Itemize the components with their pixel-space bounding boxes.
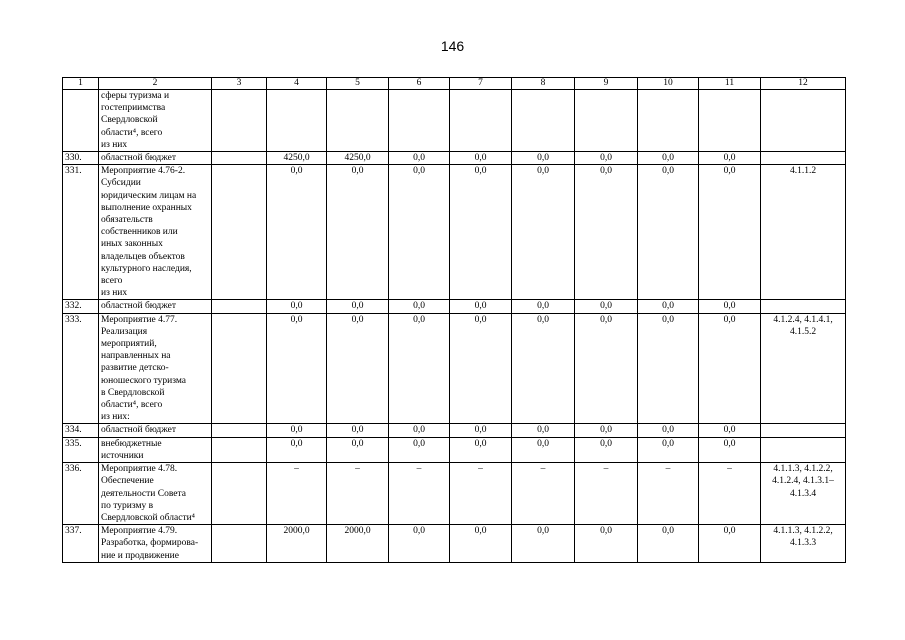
item-name-line: владельцев объектов bbox=[101, 251, 185, 262]
value-cell bbox=[389, 90, 450, 152]
item-name-cell bbox=[99, 300, 212, 313]
value-cell: 0,0 bbox=[638, 525, 699, 563]
row-number-cell: 330. bbox=[63, 152, 99, 165]
item-name-line: Свердловской bbox=[101, 115, 158, 126]
goal-reference-line: 4.1.3.4 bbox=[789, 488, 817, 499]
item-name-cell bbox=[99, 165, 212, 300]
value-cell: 0,0 bbox=[327, 300, 389, 313]
item-name-line: Обеспечение bbox=[101, 476, 154, 487]
item-name-line: Мероприятие 4.76-2. bbox=[101, 166, 186, 177]
item-name-line: культурного наследия, bbox=[101, 263, 192, 274]
header-cell: 8 bbox=[512, 78, 575, 90]
value-cell: 0,0 bbox=[327, 437, 389, 462]
item-name-line: из них: bbox=[101, 412, 130, 423]
page-number: 146 bbox=[440, 38, 465, 54]
goal-reference-cell bbox=[761, 525, 846, 563]
goal-reference-line: 4.1.1.3, 4.1.2.2, bbox=[773, 464, 833, 475]
value-cell: 0,0 bbox=[389, 525, 450, 563]
item-name-line: из них bbox=[101, 288, 128, 299]
value-cell: 0,0 bbox=[575, 424, 638, 437]
item-name-line: Субсидии bbox=[101, 178, 141, 189]
value-cell: 0,0 bbox=[267, 437, 327, 462]
value-cell: 0,0 bbox=[575, 165, 638, 300]
item-name-line: Свердловской области⁴ bbox=[101, 512, 195, 523]
value-cell: 0,0 bbox=[512, 300, 575, 313]
value-cell: 0,0 bbox=[267, 300, 327, 313]
value-cell bbox=[212, 300, 267, 313]
header-cell: 5 bbox=[327, 78, 389, 90]
table-row bbox=[63, 165, 846, 300]
value-cell: 0,0 bbox=[699, 525, 761, 563]
value-cell bbox=[212, 463, 267, 525]
goal-reference-line: 4.1.2.4, 4.1.3.1– bbox=[772, 476, 834, 487]
value-cell: 0,0 bbox=[699, 165, 761, 300]
item-name-line: Мероприятие 4.78. bbox=[101, 464, 178, 475]
value-cell: 0,0 bbox=[450, 437, 512, 462]
value-cell: – bbox=[512, 463, 575, 525]
value-cell: – bbox=[267, 463, 327, 525]
goal-reference-cell bbox=[761, 424, 846, 437]
value-cell bbox=[327, 90, 389, 152]
header-cell: 11 bbox=[699, 78, 761, 90]
value-cell: 0,0 bbox=[575, 525, 638, 563]
item-name-line: ние и продвижение bbox=[101, 550, 179, 561]
value-cell: 0,0 bbox=[699, 152, 761, 165]
row-number-cell: 336. bbox=[63, 463, 99, 525]
table-row bbox=[63, 300, 846, 313]
header-cell: 1 bbox=[63, 78, 99, 90]
value-cell: 2000,0 bbox=[327, 525, 389, 563]
value-cell: 0,0 bbox=[699, 300, 761, 313]
goal-reference-cell bbox=[761, 313, 846, 424]
item-name-line: источники bbox=[101, 450, 144, 461]
table-body bbox=[63, 78, 846, 563]
value-cell bbox=[212, 313, 267, 424]
header-cell: 9 bbox=[575, 78, 638, 90]
item-name-cell bbox=[99, 525, 212, 563]
item-name-line: обязательств bbox=[101, 215, 153, 226]
value-cell: 0,0 bbox=[267, 424, 327, 437]
item-name-line: развитие детско- bbox=[101, 363, 169, 374]
value-cell: 0,0 bbox=[512, 152, 575, 165]
value-cell: 0,0 bbox=[450, 165, 512, 300]
item-name-cell bbox=[99, 152, 212, 165]
goal-reference-line: 4.1.3.3 bbox=[789, 538, 817, 549]
item-name-line: гостеприимства bbox=[101, 103, 166, 114]
value-cell bbox=[450, 90, 512, 152]
row-number-cell: 332. bbox=[63, 300, 99, 313]
value-cell: – bbox=[327, 463, 389, 525]
item-name-cell bbox=[99, 424, 212, 437]
value-cell bbox=[267, 90, 327, 152]
value-cell bbox=[638, 90, 699, 152]
item-name-line: области⁴, всего bbox=[101, 127, 163, 138]
value-cell: 0,0 bbox=[450, 424, 512, 437]
goal-reference-cell bbox=[761, 437, 846, 462]
value-cell: – bbox=[638, 463, 699, 525]
value-cell: 0,0 bbox=[512, 424, 575, 437]
value-cell bbox=[212, 90, 267, 152]
value-cell: – bbox=[575, 463, 638, 525]
value-cell bbox=[212, 165, 267, 300]
value-cell: 0,0 bbox=[267, 165, 327, 300]
item-name-line: области⁴, всего bbox=[101, 400, 163, 411]
item-name-line: деятельности Совета bbox=[101, 488, 186, 499]
value-cell: 0,0 bbox=[267, 313, 327, 424]
row-number-cell: 331. bbox=[63, 165, 99, 300]
value-cell: 0,0 bbox=[575, 313, 638, 424]
header-cell: 12 bbox=[761, 78, 846, 90]
row-number-cell bbox=[63, 90, 99, 152]
item-name-cell bbox=[99, 437, 212, 462]
value-cell: 0,0 bbox=[575, 152, 638, 165]
value-cell: 0,0 bbox=[699, 424, 761, 437]
table-row bbox=[63, 424, 846, 437]
value-cell: 0,0 bbox=[638, 437, 699, 462]
value-cell: 0,0 bbox=[327, 165, 389, 300]
header-cell: 3 bbox=[212, 78, 267, 90]
value-cell: 0,0 bbox=[512, 313, 575, 424]
header-cell: 10 bbox=[638, 78, 699, 90]
value-cell: 0,0 bbox=[512, 437, 575, 462]
value-cell: – bbox=[450, 463, 512, 525]
value-cell: 0,0 bbox=[389, 152, 450, 165]
item-name-line: иных законных bbox=[101, 239, 163, 250]
goal-reference-line: 4.1.1.3, 4.1.2.2, bbox=[773, 526, 833, 537]
value-cell: 0,0 bbox=[450, 300, 512, 313]
item-name-line: Мероприятие 4.79. bbox=[101, 526, 178, 537]
goal-reference-cell bbox=[761, 300, 846, 313]
value-cell: 0,0 bbox=[450, 525, 512, 563]
value-cell bbox=[212, 437, 267, 462]
goal-reference-line: 4.1.1.2 bbox=[789, 166, 817, 177]
item-name-line: собственников или bbox=[101, 227, 178, 238]
value-cell: 0,0 bbox=[389, 424, 450, 437]
goal-reference-cell bbox=[761, 165, 846, 300]
goal-reference-line: 4.1.2.4, 4.1.4.1, bbox=[773, 314, 833, 325]
item-name-line: юношеского туризма bbox=[101, 375, 186, 386]
item-name-line: мероприятий, bbox=[101, 339, 157, 350]
item-name-line: внебюджетные bbox=[101, 438, 162, 449]
value-cell: 0,0 bbox=[389, 300, 450, 313]
value-cell: 0,0 bbox=[638, 165, 699, 300]
item-name-line: сферы туризма и bbox=[101, 91, 170, 101]
value-cell bbox=[512, 90, 575, 152]
value-cell: 0,0 bbox=[699, 437, 761, 462]
row-number-cell: 333. bbox=[63, 313, 99, 424]
item-name-line: юридическим лицам на bbox=[101, 190, 197, 201]
value-cell: 4250,0 bbox=[327, 152, 389, 165]
value-cell: 0,0 bbox=[575, 300, 638, 313]
value-cell bbox=[212, 152, 267, 165]
value-cell: 0,0 bbox=[327, 313, 389, 424]
item-name-line: по туризму в bbox=[101, 500, 154, 511]
value-cell bbox=[699, 90, 761, 152]
header-cell: 7 bbox=[450, 78, 512, 90]
value-cell: 2000,0 bbox=[267, 525, 327, 563]
value-cell: 0,0 bbox=[575, 437, 638, 462]
table-header-row bbox=[63, 78, 846, 90]
row-number-cell: 337. bbox=[63, 525, 99, 563]
value-cell: – bbox=[389, 463, 450, 525]
value-cell: 0,0 bbox=[389, 165, 450, 300]
item-name-line: областной бюджет bbox=[101, 301, 177, 312]
budget-table bbox=[62, 77, 846, 563]
value-cell: 0,0 bbox=[638, 300, 699, 313]
value-cell: 0,0 bbox=[450, 152, 512, 165]
header-cell: 2 bbox=[99, 78, 212, 90]
value-cell: 4250,0 bbox=[267, 152, 327, 165]
value-cell bbox=[212, 424, 267, 437]
table-row bbox=[63, 525, 846, 563]
value-cell: 0,0 bbox=[512, 525, 575, 563]
goal-reference-cell bbox=[761, 152, 846, 165]
value-cell: – bbox=[699, 463, 761, 525]
table-row bbox=[63, 463, 846, 525]
item-name-line: в Свердловской bbox=[101, 387, 165, 398]
value-cell: 0,0 bbox=[512, 165, 575, 300]
value-cell: 0,0 bbox=[389, 437, 450, 462]
header-cell: 4 bbox=[267, 78, 327, 90]
value-cell bbox=[212, 525, 267, 563]
item-name-cell bbox=[99, 313, 212, 424]
item-name-line: областной бюджет bbox=[101, 153, 177, 164]
row-number-cell: 334. bbox=[63, 424, 99, 437]
value-cell: 0,0 bbox=[638, 313, 699, 424]
value-cell: 0,0 bbox=[699, 313, 761, 424]
goal-reference-cell bbox=[761, 90, 846, 152]
goal-reference-line: 4.1.5.2 bbox=[789, 326, 817, 337]
value-cell: 0,0 bbox=[450, 313, 512, 424]
value-cell bbox=[575, 90, 638, 152]
item-name-cell bbox=[99, 90, 212, 152]
item-name-line: Разработка, формирова- bbox=[101, 538, 199, 549]
value-cell: 0,0 bbox=[389, 313, 450, 424]
header-cell: 6 bbox=[389, 78, 450, 90]
item-name-line: из них bbox=[101, 139, 128, 150]
item-name-line: Реализация bbox=[101, 326, 148, 337]
item-name-line: Мероприятие 4.77. bbox=[101, 314, 178, 325]
goal-reference-cell bbox=[761, 463, 846, 525]
table-row bbox=[63, 437, 846, 462]
table-row bbox=[63, 90, 846, 152]
item-name-line: областной бюджет bbox=[101, 425, 177, 436]
row-number-cell: 335. bbox=[63, 437, 99, 462]
table-row bbox=[63, 152, 846, 165]
value-cell: 0,0 bbox=[638, 152, 699, 165]
item-name-line: всего bbox=[101, 276, 123, 287]
item-name-line: направленных на bbox=[101, 351, 171, 362]
table-row bbox=[63, 313, 846, 424]
item-name-cell bbox=[99, 463, 212, 525]
value-cell: 0,0 bbox=[638, 424, 699, 437]
item-name-line: выполнение охранных bbox=[101, 202, 192, 213]
value-cell: 0,0 bbox=[327, 424, 389, 437]
